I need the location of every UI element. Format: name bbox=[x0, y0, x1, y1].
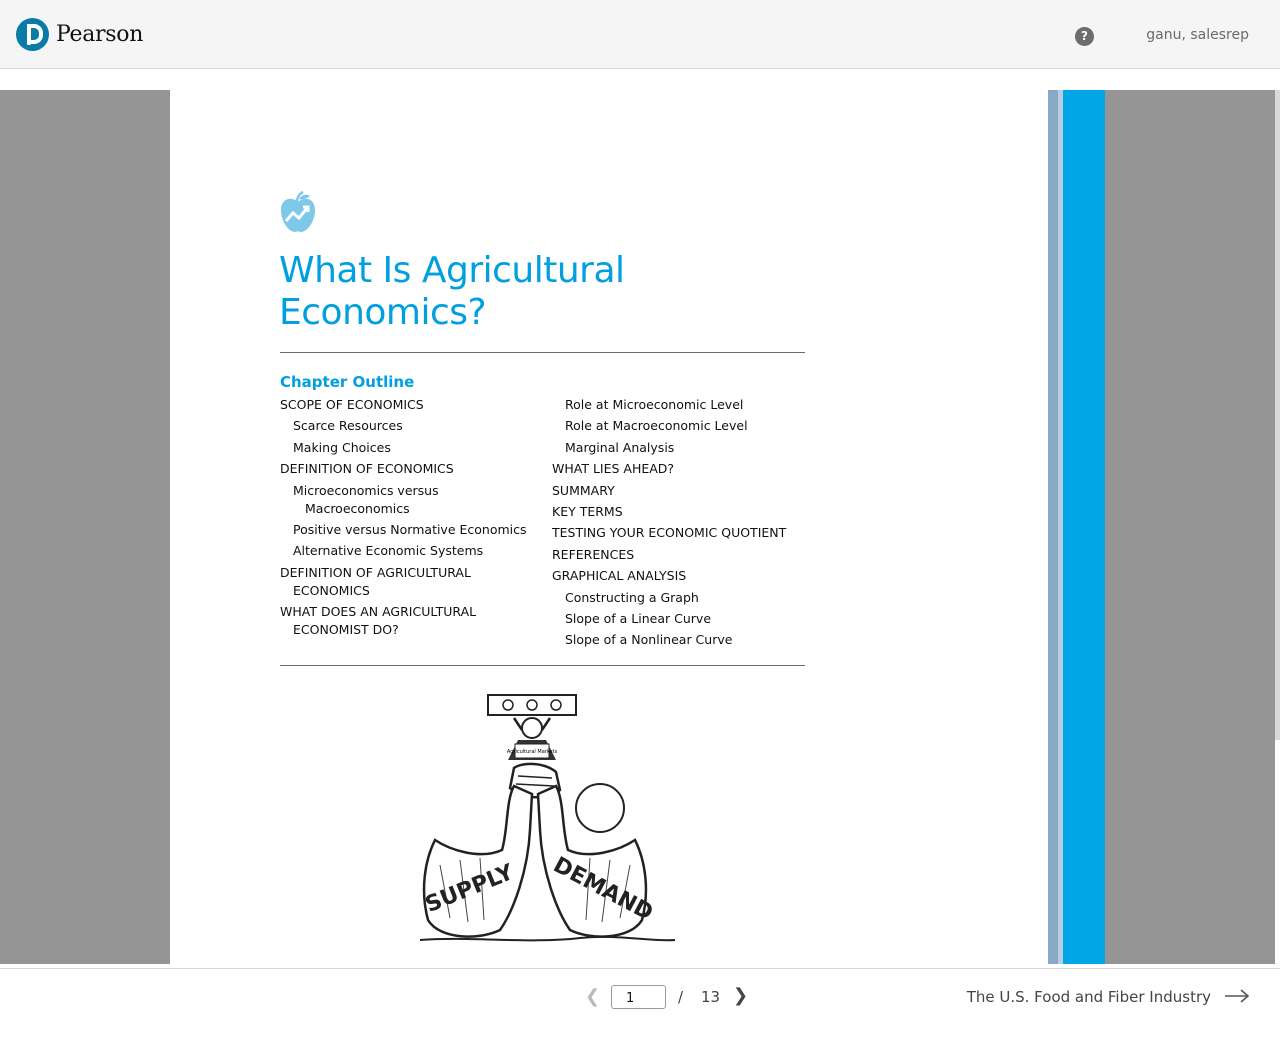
outline-item-text: Positive versus Normative Economics bbox=[293, 521, 527, 537]
outline-item-text: Role at Microeconomic Level bbox=[565, 397, 744, 412]
viewer-background-left bbox=[0, 90, 170, 964]
page-number-input[interactable] bbox=[611, 985, 666, 1009]
viewer-background-right bbox=[1105, 90, 1275, 964]
outline-item-continuation: ECONOMIST DO? bbox=[293, 622, 399, 638]
outline-item bbox=[552, 396, 812, 414]
pager-footer bbox=[0, 968, 1280, 1044]
outline-item-text: Alternative Economic Systems bbox=[293, 543, 484, 559]
arrow-right-icon[interactable] bbox=[1223, 985, 1251, 1007]
previous-page-button[interactable]: ❮ bbox=[585, 986, 601, 1007]
outline-item bbox=[280, 460, 545, 478]
outline-item-text: REFERENCES bbox=[552, 546, 635, 562]
pearson-logo[interactable] bbox=[16, 18, 143, 51]
outline-item-text: Microeconomics versus bbox=[293, 482, 439, 498]
outline-item bbox=[280, 542, 545, 560]
outline-item bbox=[552, 589, 812, 607]
outline-item bbox=[552, 460, 812, 478]
supply-label: SUPPLY bbox=[422, 860, 518, 918]
user-menu[interactable]: ganu, salesrep bbox=[1146, 27, 1249, 43]
top-header bbox=[0, 0, 1280, 69]
outline-left-column bbox=[280, 396, 545, 643]
outline-item-text: WHAT LIES AHEAD? bbox=[552, 461, 675, 477]
outline-item-continuation: Macroeconomics bbox=[305, 500, 410, 516]
brand-name: Pearson bbox=[56, 22, 144, 47]
outline-item-text: Marginal Analysis bbox=[565, 439, 675, 455]
outline-heading: Chapter Outline bbox=[280, 373, 415, 391]
book-cover-edge bbox=[1063, 90, 1105, 964]
outline-item-text: Constructing a Graph bbox=[565, 589, 699, 605]
outline-item bbox=[552, 610, 812, 628]
outline-item bbox=[552, 503, 812, 521]
outline-item bbox=[280, 396, 545, 414]
outline-item bbox=[280, 521, 545, 539]
outline-item-text: DEFINITION OF AGRICULTURAL bbox=[280, 564, 471, 580]
apple-chart-icon bbox=[278, 190, 318, 234]
outline-item-text: TESTING YOUR ECONOMIC QUOTIENT bbox=[552, 525, 787, 541]
next-chapter-link[interactable]: The U.S. Food and Fiber Industry bbox=[966, 988, 1211, 1006]
help-icon[interactable]: ? bbox=[1075, 27, 1094, 46]
page-edge bbox=[1048, 90, 1058, 964]
page-separator: / bbox=[678, 988, 684, 1006]
outline-item-text: Scarce Resources bbox=[293, 418, 403, 434]
outline-item bbox=[280, 482, 545, 518]
supply-demand-cartoon bbox=[410, 690, 680, 952]
outline-item bbox=[280, 417, 545, 435]
outline-item bbox=[280, 439, 545, 457]
divider-top bbox=[280, 352, 805, 353]
divider-bottom bbox=[280, 665, 805, 666]
outline-right-column bbox=[552, 396, 812, 653]
outline-item bbox=[280, 564, 545, 600]
book-page bbox=[170, 90, 1048, 964]
demand-label: DEMAND bbox=[549, 852, 657, 926]
outline-item bbox=[552, 439, 812, 457]
outline-item-text: DEFINITION OF ECONOMICS bbox=[280, 461, 454, 477]
outline-item-text: SUMMARY bbox=[552, 482, 615, 498]
outline-item bbox=[552, 631, 812, 649]
outline-item-text: SCOPE OF ECONOMICS bbox=[280, 397, 424, 412]
outline-item bbox=[552, 567, 812, 585]
next-page-button[interactable]: ❯ bbox=[733, 985, 749, 1006]
outline-item-text: GRAPHICAL ANALYSIS bbox=[552, 568, 687, 584]
outline-item bbox=[552, 417, 812, 435]
outline-item-continuation: ECONOMICS bbox=[293, 582, 370, 598]
outline-item bbox=[280, 603, 545, 639]
vertical-scrollbar[interactable] bbox=[1275, 90, 1280, 740]
outline-item-text: Making Choices bbox=[293, 439, 391, 455]
outline-item-text: KEY TERMS bbox=[552, 503, 623, 519]
cartoon-sign: Agricultural Markets bbox=[506, 749, 558, 755]
total-pages: 13 bbox=[701, 988, 721, 1006]
outline-item-text: Role at Macroeconomic Level bbox=[565, 418, 748, 434]
outline-item bbox=[552, 546, 812, 564]
book-viewer bbox=[0, 90, 1280, 964]
outline-item bbox=[552, 524, 812, 542]
chapter-title: What Is Agricultural Economics? bbox=[279, 250, 625, 333]
outline-item-text: Slope of a Linear Curve bbox=[565, 610, 712, 626]
outline-item-text: WHAT DOES AN AGRICULTURAL bbox=[280, 604, 477, 620]
outline-item bbox=[552, 482, 812, 500]
outline-item-text: Slope of a Nonlinear Curve bbox=[565, 632, 733, 648]
pearson-logo-icon bbox=[16, 18, 49, 51]
